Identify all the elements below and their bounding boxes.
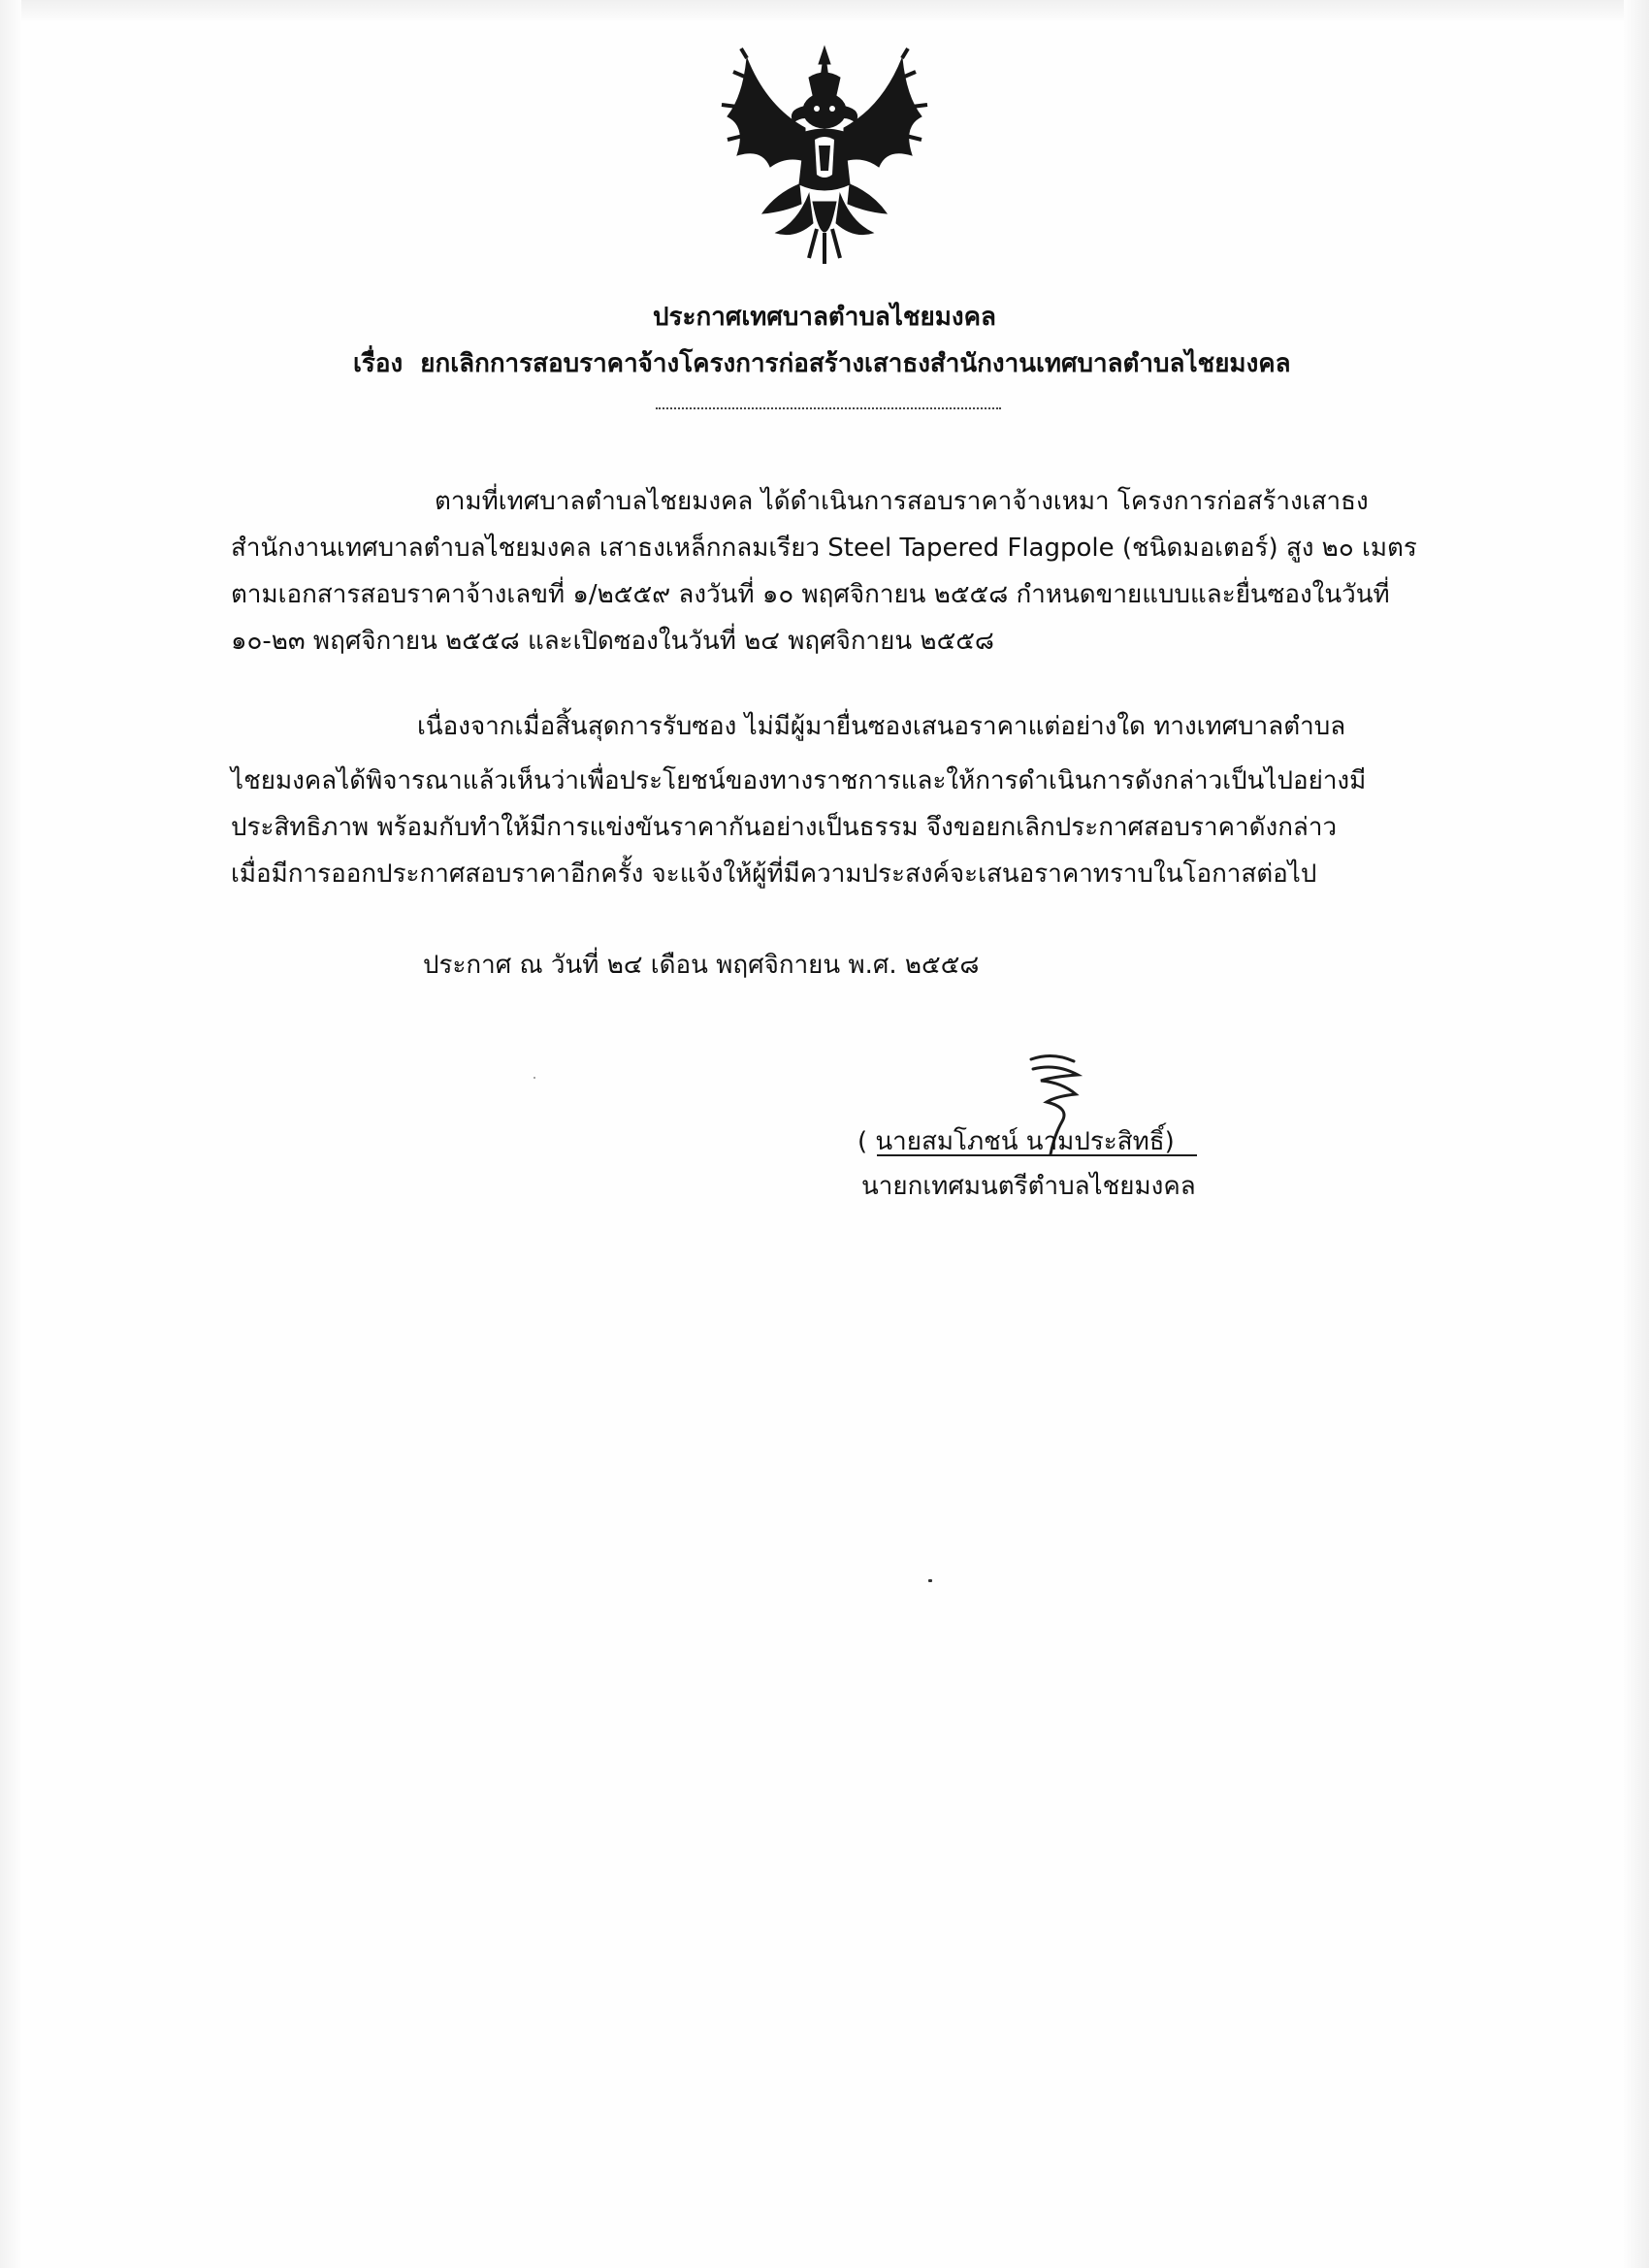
signatory-position: นายกเทศมนตรีตำบลไชยมงคล xyxy=(861,1172,1196,1201)
paragraph1-line-2: สำนักงานเทศบาลตำบลไชยมงคล เสาธงเหล็กกลมเรียว Steel Tapered Flagpole (ชนิดมอเตอร์) สูง ๒๐ เมตร xyxy=(231,534,1417,563)
title-divider xyxy=(656,407,1001,409)
subject-label: เรื่อง xyxy=(353,349,404,378)
scan-edge-left xyxy=(0,0,21,2268)
garuda-emblem-icon xyxy=(708,39,941,272)
document-title: ประกาศเทศบาลตำบลไชยมงคล xyxy=(653,303,996,332)
subject-text: ยกเลิกการสอบราคาจ้างโครงการก่อสร้างเสาธงสำนักงานเทศบาลตำบลไชยมงคล xyxy=(420,349,1291,378)
paragraph2-line-3: ประสิทธิภาพ พร้อมกับทำให้มีการแข่งขันราคากันอย่างเป็นธรรม จึงขอยกเลิกประกาศสอบราคาดังกล่าว xyxy=(231,813,1338,842)
paragraph1-line-1: ตามที่เทศบาลตำบลไชยมงคล ได้ดำเนินการสอบราคาจ้างเหมา โครงการก่อสร้างเสาธง xyxy=(435,487,1369,516)
signature-underline xyxy=(877,1152,1197,1158)
signatory-name: ( นายสมโภชน์ นามประสิทธิ์) xyxy=(857,1127,1175,1156)
announcement-date: ประกาศ ณ วันที่ ๒๔ เดือน พฤศจิกายน พ.ศ. ๒๕๕๘ xyxy=(423,951,980,980)
scan-speck xyxy=(928,1579,932,1582)
paragraph2-line-4: เมื่อมีการออกประกาศสอบราคาอีกครั้ง จะแจ้งให้ผู้ที่มีความประสงค์จะเสนอราคาทราบในโอกาสต่อไป xyxy=(231,859,1317,889)
scan-edge-right xyxy=(1624,0,1649,2268)
subject-line xyxy=(353,347,1291,380)
scan-speck xyxy=(534,1077,535,1079)
paragraph2-line-2: ไชยมงคลได้พิจารณาแล้วเห็นว่าเพื่อประโยชน์ของทางราชการและให้การดำเนินการดังกล่าวเป็นไปอย่างมี xyxy=(231,766,1367,795)
paragraph1-line-4: ๑๐-๒๓ พฤศจิกายน ๒๕๕๘ และเปิดซองในวันที่ ๒๔ พฤศจิกายน ๒๕๕๘ xyxy=(231,627,994,656)
scan-edge-top xyxy=(0,0,1649,21)
paragraph1-line-3: ตามเอกสารสอบราคาจ้างเลขที่ ๑/๒๕๕๙ ลงวันที่ ๑๐ พฤศจิกายน ๒๕๕๘ กำหนดขายแบบและยื่นซองในวันที่ xyxy=(231,580,1390,609)
paragraph2-line-1: เนื่องจากเมื่อสิ้นสุดการรับซอง ไม่มีผู้มายื่นซองเสนอราคาแต่อย่างใด ทางเทศบาลตำบล xyxy=(417,712,1346,741)
signature-mark xyxy=(1014,1048,1101,1183)
